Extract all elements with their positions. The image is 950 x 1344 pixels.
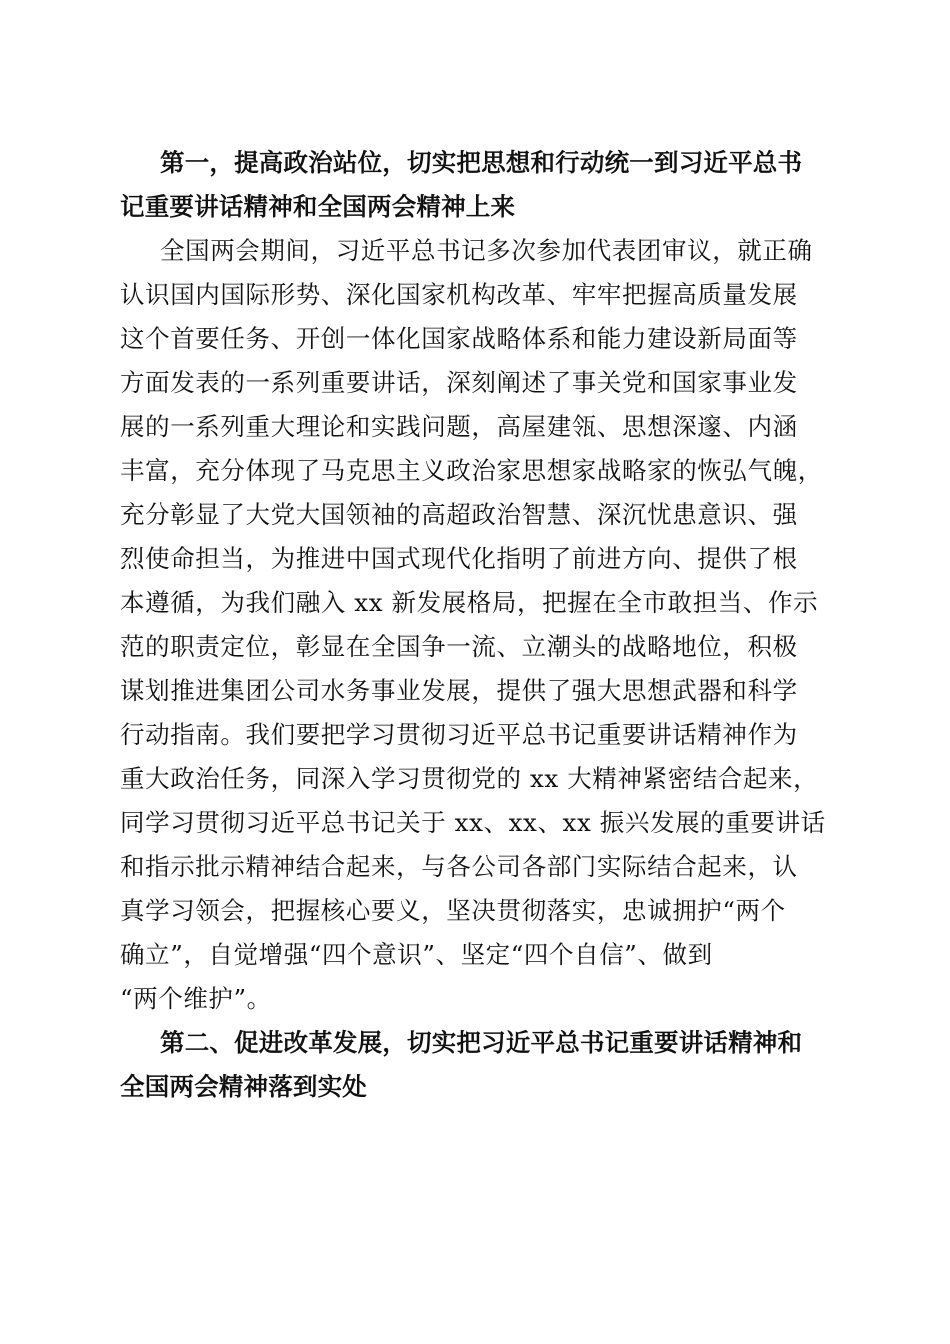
paragraph-line: 展的一系列重大理论和实践问题，高屋建瓴、思想深邃、内涵	[120, 412, 798, 441]
heading-line: 第二、促进改革发展，切实把习近平总书记重要讲话精神和	[160, 1028, 803, 1057]
paragraph-line: 这个首要任务、开创一体化国家战略体系和能力建设新局面等	[120, 324, 798, 353]
paragraph-line: 范的职责定位，彰显在全国争一流、立潮头的战略地位，积极	[120, 632, 798, 661]
paragraph-line: 谋划推进集团公司水务事业发展，提供了强大思想武器和科学	[120, 676, 798, 705]
section-2-heading	[120, 1021, 832, 1109]
paragraph-line: 和指示批示精神结合起来，与各公司各部门实际结合起来，认	[120, 852, 798, 881]
document-page	[120, 141, 832, 1109]
paragraph-line: 真学习领会，把握核心要义，坚决贯彻落实，忠诚拥护“两个	[120, 896, 786, 925]
paragraph-line: 本遵循，为我们融入 xx 新发展格局，把握在全市敢担当、作示	[120, 588, 819, 617]
paragraph-line: 行动指南。我们要把学习贯彻习近平总书记重要讲话精神作为	[120, 720, 798, 749]
paragraph-1	[120, 229, 832, 1021]
paragraph-line: 烈使命担当，为推进中国式现代化指明了前进方向、提供了根	[120, 544, 798, 573]
heading-line: 第一，提高政治站位，切实把思想和行动统一到习近平总书	[160, 148, 803, 177]
paragraph-line: 认识国内国际形势、深化国家机构改革、牢牢把握高质量发展	[120, 280, 798, 309]
section-1-heading	[120, 141, 832, 229]
paragraph-line: 同学习贯彻习近平总书记关于 xx、xx、xx 振兴发展的重要讲话	[120, 808, 826, 837]
paragraph-line: “两个维护”。	[120, 984, 272, 1013]
paragraph-line: 丰富，充分体现了马克思主义政治家思想家战略家的恢弘气魄，	[120, 456, 823, 485]
paragraph-line: 确立”，自觉增强“四个意识”、坚定“四个自信”、做到	[120, 940, 713, 969]
paragraph-line: 充分彰显了大党大国领袖的高超政治智慧、深沉忧患意识、强	[120, 500, 798, 529]
paragraph-line: 全国两会期间，习近平总书记多次参加代表团审议，就正确	[160, 236, 813, 265]
heading-line: 全国两会精神落到实处	[120, 1072, 367, 1101]
paragraph-line: 方面发表的一系列重要讲话，深刻阐述了事关党和国家事业发	[120, 368, 798, 397]
heading-line: 记重要讲话精神和全国两会精神上来	[120, 192, 516, 221]
paragraph-line: 重大政治任务，同深入学习贯彻党的 xx 大精神紧密结合起来，	[120, 764, 819, 793]
